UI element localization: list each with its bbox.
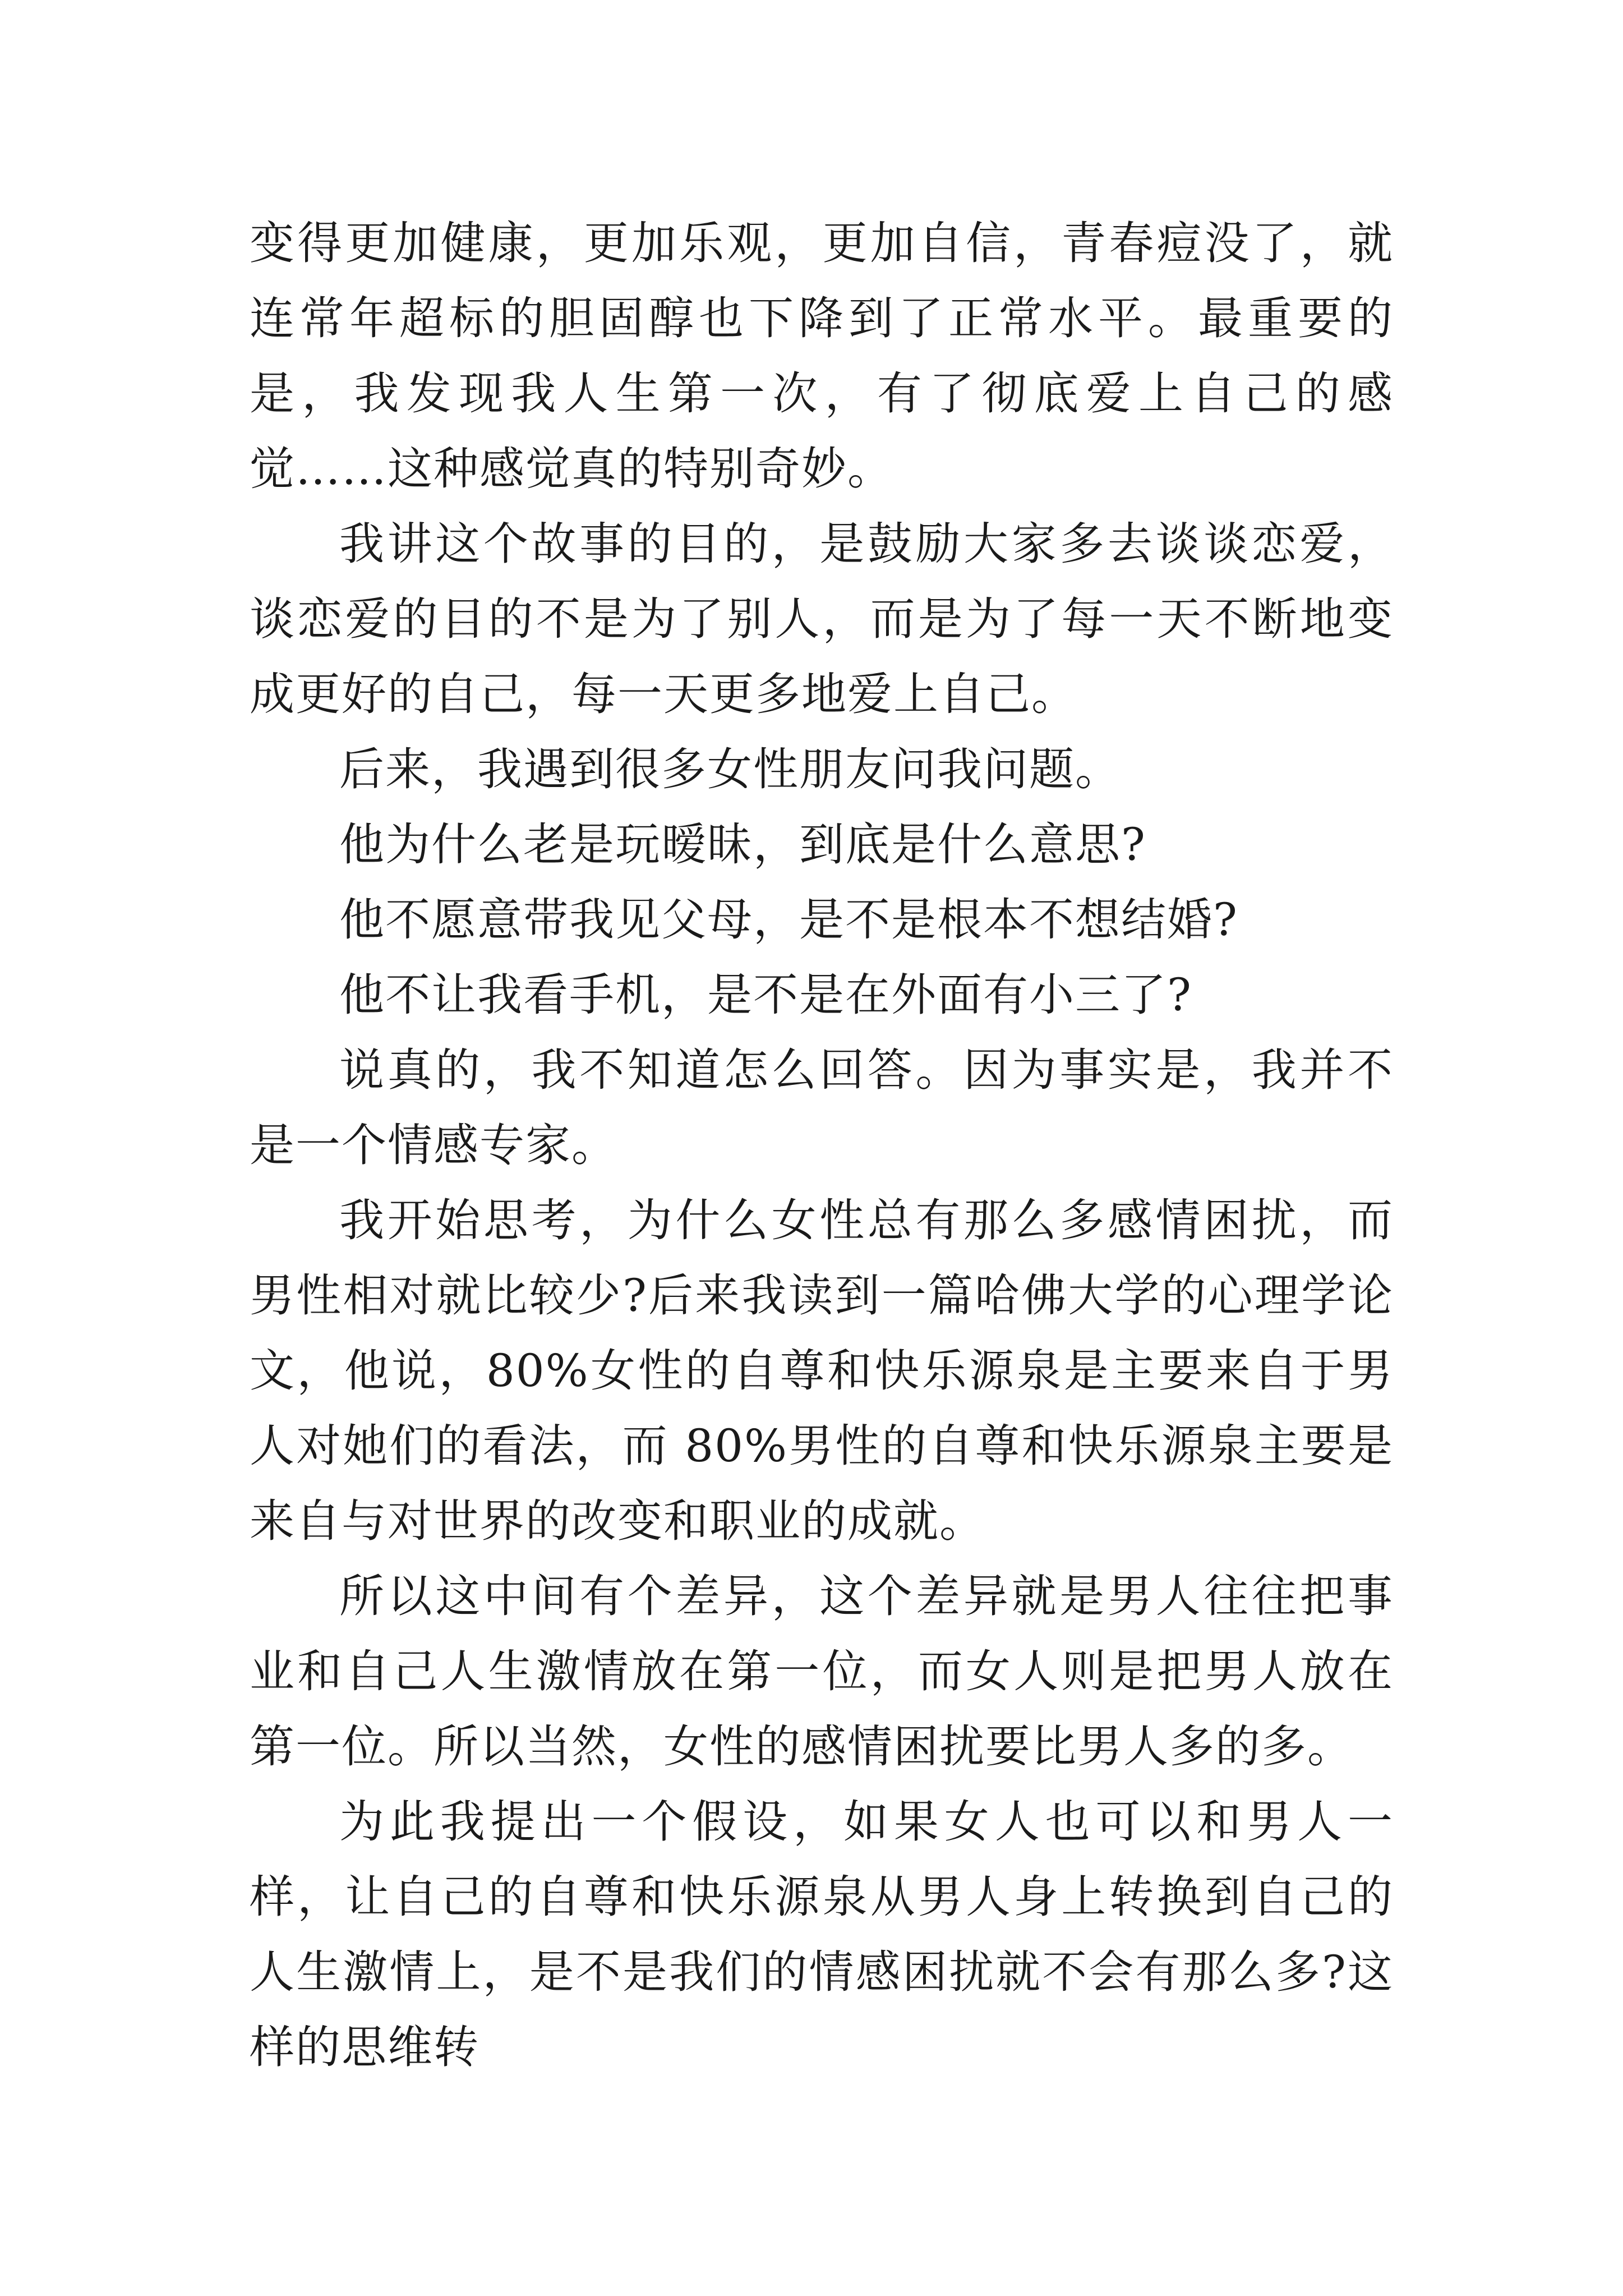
paragraph-5: 他不愿意带我见父母，是不是根本不想结婚? <box>339 894 1238 946</box>
paragraph-1: 变得更加健康，更加乐观，更加自信，青春痘没了，就连常年超标的胆固醇也下降到了正常水平。最重要的是，我发现我人生第一次，有了彻底爱上自己的感觉……这种感觉真的特别奇妙。 <box>250 217 1394 495</box>
paragraph-6: 他不让我看手机，是不是在外面有小三了? <box>339 969 1192 1021</box>
paragraph-7: 说真的，我不知道怎么回答。因为事实是，我并不是一个情感专家。 <box>250 1044 1394 1171</box>
paragraph-8: 我开始思考，为什么女性总有那么多感情困扰，而男性相对就比较少?后来我读到一篇哈佛大学的心理学论文，他说，80%女性的自尊和快乐源泉是主要来自于男人对她们的看法，而 80%男性的自尊和快乐源泉主要是来自与对世界的改变和职业的成就。 <box>250 1194 1394 1547</box>
paragraph-9: 所以这中间有个差异，这个差异就是男人往往把事业和自己人生激情放在第一位，而女人则是把男人放在第一位。所以当然，女性的感情困扰要比男人多的多。 <box>250 1570 1394 1773</box>
paragraph-2: 我讲这个故事的目的，是鼓励大家多去谈谈恋爱，谈恋爱的目的不是为了别人，而是为了每一天不断地变成更好的自己，每一天更多地爱上自己。 <box>250 518 1394 720</box>
paragraph-4: 他为什么老是玩暧昧，到底是什么意思? <box>339 818 1146 871</box>
paragraph-3: 后来，我遇到很多女性朋友问我问题。 <box>339 743 1121 795</box>
body-text <box>250 206 1394 2085</box>
paragraph-10: 为此我提出一个假设，如果女人也可以和男人一样，让自己的自尊和快乐源泉从男人身上转换到自己的人生激情上，是不是我们的情感困扰就不会有那么多?这样的思维转 <box>250 1796 1394 2073</box>
